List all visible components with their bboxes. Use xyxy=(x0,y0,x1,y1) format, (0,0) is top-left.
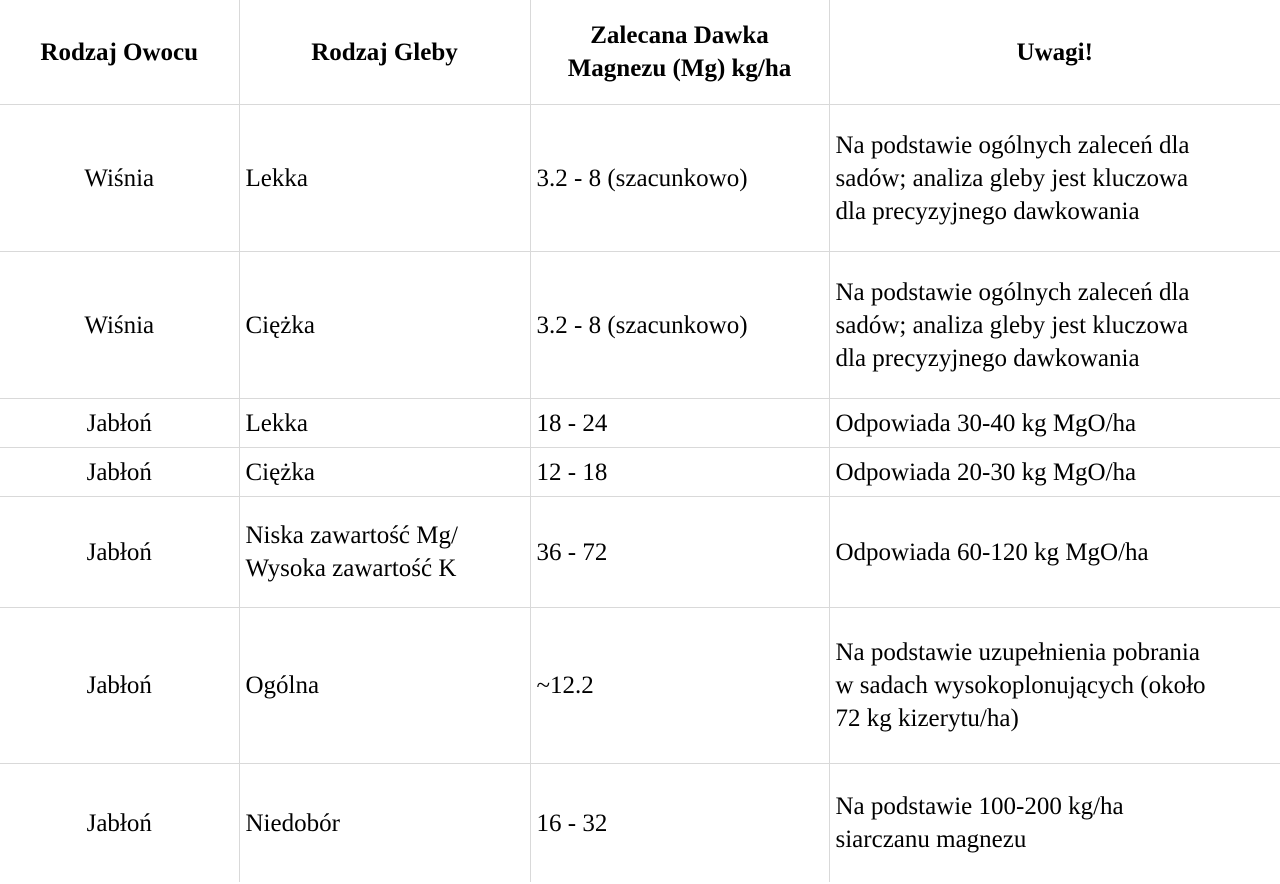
fruit-cell: Jabłoń xyxy=(0,608,239,764)
soil-cell: Niedobór xyxy=(239,764,530,883)
notes-line: Na podstawie ogólnych zaleceń dla xyxy=(835,278,1190,306)
dose-cell: ~12.2 xyxy=(530,608,829,764)
fruit-cell: Wiśnia xyxy=(0,105,239,252)
notes-cell: Odpowiada 30-40 kg MgO/ha xyxy=(829,399,1280,448)
notes-line: Na podstawie 100-200 kg/ha xyxy=(835,793,1124,820)
soil-cell: Ciężka xyxy=(239,448,530,497)
dose-cell: 18 - 24 xyxy=(530,399,829,448)
fruit-cell: Jabłoń xyxy=(0,448,239,497)
notes-line: siarczanu magnezu xyxy=(835,826,1027,853)
notes-cell xyxy=(829,252,1280,399)
soil-line: Niska zawartość Mg/ xyxy=(245,522,458,549)
notes-cell xyxy=(829,764,1280,883)
header-row xyxy=(0,0,1280,105)
soil-cell xyxy=(239,497,530,608)
notes-cell: Odpowiada 60-120 kg MgO/ha xyxy=(829,497,1280,608)
soil-cell: Lekka xyxy=(239,399,530,448)
notes-line: Na podstawie ogólnych zaleceń dla xyxy=(835,131,1190,159)
notes-cell xyxy=(829,105,1280,252)
notes-cell: Odpowiada 20-30 kg MgO/ha xyxy=(829,448,1280,497)
header-dose-line-2: Magnezu (Mg) kg/ha xyxy=(567,55,792,82)
notes-line: w sadach wysokoplonujących (około xyxy=(835,672,1206,699)
header-dose-line-1: Zalecana Dawka xyxy=(590,22,769,49)
header-fruit-type: Rodzaj Owocu xyxy=(0,0,239,105)
table-row xyxy=(0,764,1280,883)
soil-line: Wysoka zawartość K xyxy=(245,555,457,582)
header-recommended-dose xyxy=(530,0,829,105)
table-row xyxy=(0,252,1280,399)
table-row xyxy=(0,448,1280,497)
table-row xyxy=(0,105,1280,252)
soil-cell: Ogólna xyxy=(239,608,530,764)
header-notes: Uwagi! xyxy=(829,0,1280,105)
fruit-cell: Wiśnia xyxy=(0,252,239,399)
notes-line: dla precyzyjnego dawkowania xyxy=(835,344,1140,372)
fruit-cell: Jabłoń xyxy=(0,497,239,608)
notes-line: Na podstawie uzupełnienia pobrania xyxy=(835,639,1200,666)
dose-cell: 36 - 72 xyxy=(530,497,829,608)
fruit-cell: Jabłoń xyxy=(0,399,239,448)
notes-line: 72 kg kizerytu/ha) xyxy=(835,705,1019,732)
dose-cell: 12 - 18 xyxy=(530,448,829,497)
soil-cell: Ciężka xyxy=(239,252,530,399)
notes-line: sadów; analiza gleby jest kluczowa xyxy=(835,311,1189,339)
table-row xyxy=(0,608,1280,764)
dose-cell: 3.2 - 8 (szacunkowo) xyxy=(530,105,829,252)
dose-cell: 16 - 32 xyxy=(530,764,829,883)
header-soil-type: Rodzaj Gleby xyxy=(239,0,530,105)
notes-cell xyxy=(829,608,1280,764)
dose-cell: 3.2 - 8 (szacunkowo) xyxy=(530,252,829,399)
notes-line: dla precyzyjnego dawkowania xyxy=(835,197,1140,225)
soil-cell: Lekka xyxy=(239,105,530,252)
fruit-cell: Jabłoń xyxy=(86,809,152,837)
table-row xyxy=(0,497,1280,608)
notes-line: sadów; analiza gleby jest kluczowa xyxy=(835,164,1189,192)
table-row xyxy=(0,399,1280,448)
